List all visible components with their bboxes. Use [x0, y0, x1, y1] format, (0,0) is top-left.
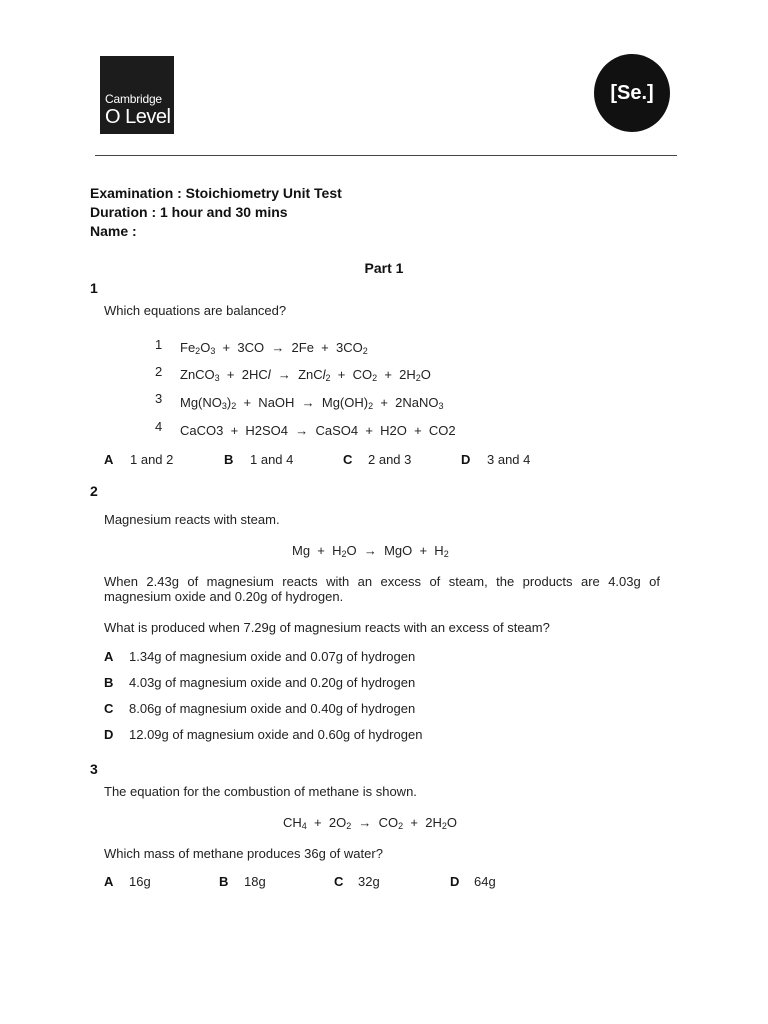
se-brand-badge: [Se.] [594, 54, 670, 132]
q1-option-b-letter: B [224, 452, 234, 467]
q3-option-b-letter: B [219, 874, 229, 889]
question-3-question: Which mass of methane produces 36g of water? [104, 846, 383, 861]
question-2-intro: Magnesium reacts with steam. [104, 512, 280, 527]
q3-option-c-text: 32g [358, 874, 380, 889]
header-divider [95, 155, 677, 156]
equation-3: $Mg(NO_3)_2$ + NaOH → $Mg(OH)_2$ + 2NaNO$_3$ [180, 395, 444, 411]
equation-number-1: 1 [155, 337, 163, 352]
part-title: Part 1 [364, 260, 404, 276]
equation-number-3: 3 [155, 391, 163, 406]
question-2-statement: When 2.43g of magnesium reacts with an excess of steam, the products are 4.03g of magnesium oxide and 0.20g of hydrogen. [104, 574, 660, 604]
q2-option-a-text: 1.34g of magnesium oxide and 0.07g of hydrogen [129, 649, 416, 664]
exam-name-field: Name : [90, 223, 137, 239]
q1-option-a-letter: A [104, 452, 114, 467]
q3-option-c-letter: C [334, 874, 344, 889]
q2-option-a-letter: A [104, 649, 114, 664]
q2-option-c-text: 8.06g of magnesium oxide and 0.40g of hydrogen [129, 701, 416, 716]
q3-option-a-letter: A [104, 874, 114, 889]
q2-option-b-letter: B [104, 675, 114, 690]
question-2-question: What is produced when 7.29g of magnesium reacts with an excess of steam? [104, 620, 550, 635]
logo-line2: O Level [105, 106, 171, 128]
logo-line1: Cambridge [105, 92, 162, 106]
question-3-equation: $CH_4 + 2O_2 \to CO_2 + 2H_2O$ [283, 815, 457, 831]
q1-option-c-letter: C [343, 452, 353, 467]
exam-title: Examination : Stoichiometry Unit Test [90, 185, 342, 201]
equation-number-2: 2 [155, 364, 163, 379]
question-2-equation: $Mg + H_2O$ → MgO + $H_2$ [292, 543, 449, 559]
q3-option-d-letter: D [450, 874, 460, 889]
question-3-intro: The equation for the combustion of methane is shown. [104, 784, 417, 799]
q1-option-c-text: 2 and 3 [368, 452, 412, 467]
q3-option-b-text: 18g [244, 874, 266, 889]
question-3-number: 3 [90, 761, 98, 777]
q1-option-d-letter: D [461, 452, 471, 467]
equation-2: ZnCO$_3$ + 2HCl → ZnCl$_2$ + $CO_2 + 2H_2O$ [180, 367, 431, 383]
equation-4: CaCO3 + H2SO4 → CaSO4 + H2O + CO2 [180, 423, 456, 438]
q3-option-a-text: 16g [129, 874, 151, 889]
question-2-number: 2 [90, 483, 98, 499]
exam-duration: Duration : 1 hour and 30 mins [90, 204, 288, 220]
q1-option-d-text: 3 and 4 [487, 452, 531, 467]
q3-option-d-text: 64g [474, 874, 496, 889]
equation-1: $Fe_2O_3 + 3CO \to 2Fe + 3CO_2$ [180, 340, 368, 356]
q2-option-c-letter: C [104, 701, 114, 716]
q1-option-a-text: 1 and 2 [130, 452, 174, 467]
q2-option-b-text: 4.03g of magnesium oxide and 0.20g of hydrogen [129, 675, 416, 690]
q1-option-b-text: 1 and 4 [250, 452, 294, 467]
cambridge-logo [100, 56, 174, 134]
q2-option-d-letter: D [104, 727, 114, 742]
equation-number-4: 4 [155, 419, 163, 434]
question-1-prompt: Which equations are balanced? [104, 303, 287, 318]
question-1-number: 1 [90, 280, 98, 296]
q2-option-d-text: 12.09g of magnesium oxide and 0.60g of hydrogen [129, 727, 423, 742]
